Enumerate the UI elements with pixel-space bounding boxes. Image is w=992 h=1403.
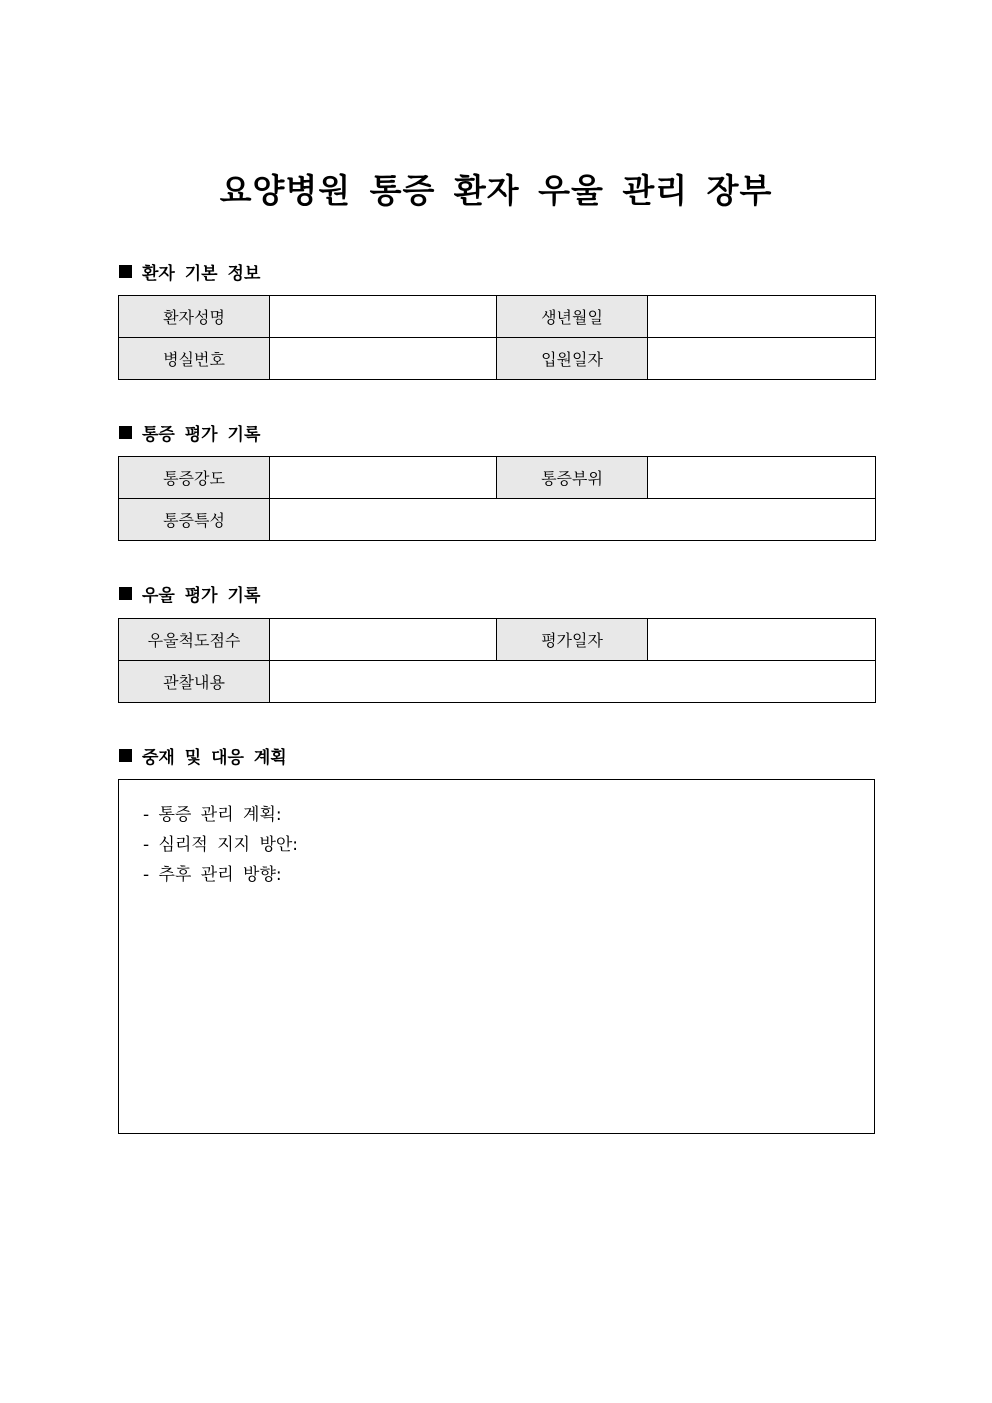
table-row (119, 661, 876, 703)
section-heading-text: 중재 및 대응 계획 (142, 748, 287, 768)
section-heading-text: 통증 평가 기록 (142, 425, 261, 445)
pain-site-field[interactable] (648, 457, 876, 499)
patient-name-field[interactable] (270, 296, 497, 338)
section-heading-depression-assessment (119, 581, 260, 606)
birth-date-field[interactable] (648, 296, 876, 338)
pain-characteristics-label: 통증특성 (119, 499, 270, 541)
patient-name-label: 환자성명 (119, 296, 270, 338)
table-row (119, 338, 876, 380)
pain-characteristics-field[interactable] (270, 499, 876, 541)
square-bullet-icon (119, 426, 132, 439)
admission-date-label: 입원일자 (497, 338, 648, 380)
observation-label: 관찰내용 (119, 661, 270, 703)
intervention-plan-list (119, 780, 874, 890)
assessment-date-field[interactable] (648, 619, 876, 661)
pain-intensity-label: 통증강도 (119, 457, 270, 499)
intervention-plan-box[interactable] (118, 779, 875, 1134)
square-bullet-icon (119, 265, 132, 278)
birth-date-label: 생년월일 (497, 296, 648, 338)
list-item: - 통증 관리 계획: (143, 805, 282, 825)
table-row (119, 457, 876, 499)
square-bullet-icon (119, 587, 132, 600)
room-number-field[interactable] (270, 338, 497, 380)
depression-score-label: 우울척도점수 (119, 619, 270, 661)
section-heading-intervention-plan (119, 743, 287, 768)
pain-intensity-field[interactable] (270, 457, 497, 499)
list-item: - 심리적 지지 방안: (143, 835, 299, 855)
depression-score-field[interactable] (270, 619, 497, 661)
section-heading-text: 환자 기본 정보 (142, 264, 261, 284)
section-heading-text: 우울 평가 기록 (142, 586, 261, 606)
depression-assessment-table (118, 618, 876, 703)
pain-assessment-table (118, 456, 876, 541)
admission-date-field[interactable] (648, 338, 876, 380)
room-number-label: 병실번호 (119, 338, 270, 380)
table-row (119, 619, 876, 661)
list-item: - 추후 관리 방향: (143, 865, 282, 885)
pain-site-label: 통증부위 (497, 457, 648, 499)
observation-field[interactable] (270, 661, 876, 703)
section-heading-pain-assessment (119, 420, 260, 445)
assessment-date-label: 평가일자 (497, 619, 648, 661)
square-bullet-icon (119, 749, 132, 762)
table-row (119, 499, 876, 541)
basic-info-table (118, 295, 876, 380)
table-row (119, 296, 876, 338)
document-title: 요양병원 통증 환자 우울 관리 장부 (219, 171, 773, 210)
section-heading-basic-info (119, 259, 260, 284)
